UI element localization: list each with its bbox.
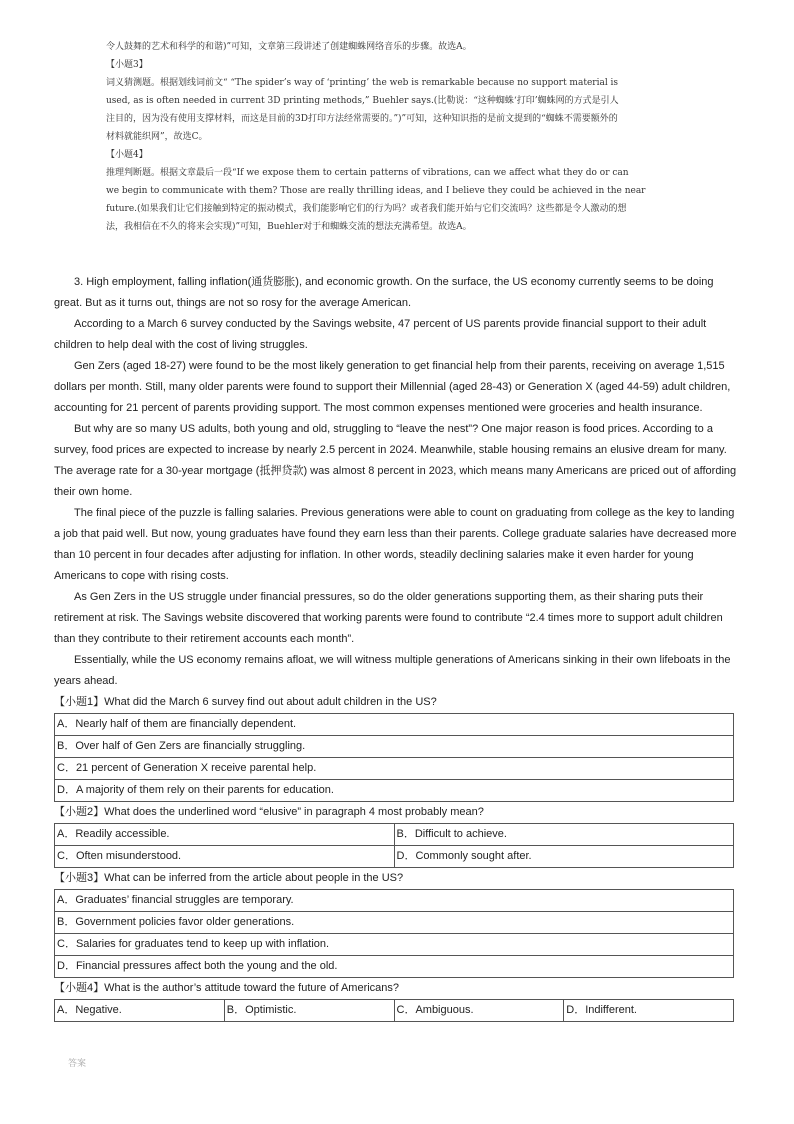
explanation-line: 法，我相信在不久的将来会实现)”可知，Buehler对于和蜘蛛交流的想法充满希望。故选A。 bbox=[106, 222, 472, 232]
explanation-line: 材料就能织网”，故选C。 bbox=[106, 132, 208, 142]
paragraph: 3. High employment, falling inflation(通货膨胀), and economic growth. On the surface, the US economy currently seems to be doing great. But as it turns out, things are not so rosy for the average American. bbox=[54, 276, 714, 309]
explanation-line: 推理判断题。根据文章最后一段“If we expose them to certain patterns of vibrations, can we affect what they do or can bbox=[106, 168, 629, 178]
explanation-line: future.(如果我们让它们接触到特定的振动模式，我们能影响它们的行为吗？或者我们能开始与它们交流吗？这些都是令人激动的想 bbox=[106, 204, 627, 214]
question-3-stem: 【小题3】What can be inferred from the article about people in the US? bbox=[54, 872, 404, 884]
question-3-options bbox=[54, 889, 734, 978]
paragraph: Essentially, while the US economy remains afloat, we will witness multiple generations of Americans sinking in their own lifeboats in the years ahead. bbox=[54, 654, 731, 687]
option-c[interactable]: C．Salaries for graduates tend to keep up with inflation. bbox=[55, 934, 734, 956]
option-a[interactable]: A．Nearly half of them are financially dependent. bbox=[55, 714, 734, 736]
sub-question-3-tag: 【小题3】 bbox=[106, 60, 148, 70]
option-b[interactable]: B．Optimistic. bbox=[224, 1000, 394, 1022]
option-b[interactable]: B．Government policies favor older generations. bbox=[55, 912, 734, 934]
explanation-line: 注目的，因为没有使用支撑材料，而这是目前的3D打印方法经常需要的。”)”可知，这种知识指的是前文提到的“蜘蛛不需要额外的 bbox=[106, 114, 618, 124]
question-1-stem: 【小题1】What did the March 6 survey find out about adult children in the US? bbox=[54, 696, 437, 708]
reading-passage bbox=[54, 272, 742, 1022]
explanation-line: we begin to communicate with them? Those are really thrilling ideas, and I believe they could be achieved in the near bbox=[106, 186, 646, 196]
question-2-stem: 【小题2】What does the underlined word “elusive” in paragraph 4 most probably mean? bbox=[54, 806, 484, 818]
paragraph: As Gen Zers in the US struggle under financial pressures, so do the older generations supporting them, as their sharing puts their retirement at risk. The Savings website discovered that working parents were found to contribute “2.4 times more to support adult children than they contribute to their retirement accounts each month”. bbox=[54, 591, 723, 645]
option-b[interactable]: B．Difficult to achieve. bbox=[394, 824, 734, 846]
option-c[interactable]: C．Ambiguous. bbox=[394, 1000, 564, 1022]
option-b[interactable]: B．Over half of Gen Zers are financially struggling. bbox=[55, 736, 734, 758]
explanation-line: used, as is often needed in current 3D printing methods,” Buehler says.(比勒说：“这种蜘蛛‘打印’蜘蛛网的方式是引人 bbox=[106, 96, 619, 106]
paragraph: The final piece of the puzzle is falling salaries. Previous generations were able to count on graduating from college as the key to landing a job that paid well. But now, young graduates have found they earn less than their parents. College graduate salaries have decreased more than 10 percent in four decades after adjusting for inflation. In other words, steadily declining salaries make it even harder for young Americans to cope with rising costs. bbox=[54, 507, 737, 582]
question-2-options bbox=[54, 823, 734, 868]
option-c[interactable]: C．Often misunderstood. bbox=[55, 846, 395, 868]
option-a[interactable]: A．Negative. bbox=[55, 1000, 225, 1022]
sub-question-4-tag: 【小题4】 bbox=[106, 150, 148, 160]
option-c[interactable]: C．21 percent of Generation X receive parental help. bbox=[55, 758, 734, 780]
question-4-options bbox=[54, 999, 734, 1022]
option-a[interactable]: A．Graduates’ financial struggles are temporary. bbox=[55, 890, 734, 912]
option-d[interactable]: D．Indifferent. bbox=[564, 1000, 734, 1022]
previous-answer-explanations bbox=[106, 38, 726, 236]
explanation-line: 令人鼓舞的艺术和科学的和谐)”可知，文章第三段讲述了创建蜘蛛网络音乐的步骤。故选A。 bbox=[106, 42, 472, 52]
paragraph: Gen Zers (aged 18-27) were found to be the most likely generation to get financial help from their parents, receiving on average 1,515 dollars per month. Still, many older parents were found to support their Millennial (aged 28-43) or Generation X (aged 44-59) adult children, accounting for 21 percent of parents providing support. The most common expenses mentioned were groceries and health insurance. bbox=[54, 360, 731, 414]
option-d[interactable]: D．A majority of them rely on their parents for education. bbox=[55, 780, 734, 802]
question-1-options bbox=[54, 713, 734, 802]
question-4-stem: 【小题4】What is the author’s attitude toward the future of Americans? bbox=[54, 982, 400, 994]
answer-footer-label: 答案 bbox=[68, 1059, 87, 1069]
option-d[interactable]: D．Financial pressures affect both the young and the old. bbox=[55, 956, 734, 978]
option-a[interactable]: A．Readily accessible. bbox=[55, 824, 395, 846]
paragraph: According to a March 6 survey conducted by the Savings website, 47 percent of US parents provide financial support to their adult children to help deal with the cost of living struggles. bbox=[54, 318, 707, 351]
option-d[interactable]: D．Commonly sought after. bbox=[394, 846, 734, 868]
explanation-line: 词义猜测题。根据划线词前文“ “The spider’s way of ‘printing’ the web is remarkable because no support material is bbox=[106, 78, 619, 88]
paragraph: But why are so many US adults, both young and old, struggling to “leave the nest”? One major reason is food prices. According to a survey, food prices are expected to increase by nearly 2.5 percent in 2024. Meanwhile, stable housing remains an elusive dream for many. The average rate for a 30-year mortgage (抵押贷款) was almost 8 percent in 2023, which means many Americans are priced out of affording their own home. bbox=[54, 423, 737, 498]
